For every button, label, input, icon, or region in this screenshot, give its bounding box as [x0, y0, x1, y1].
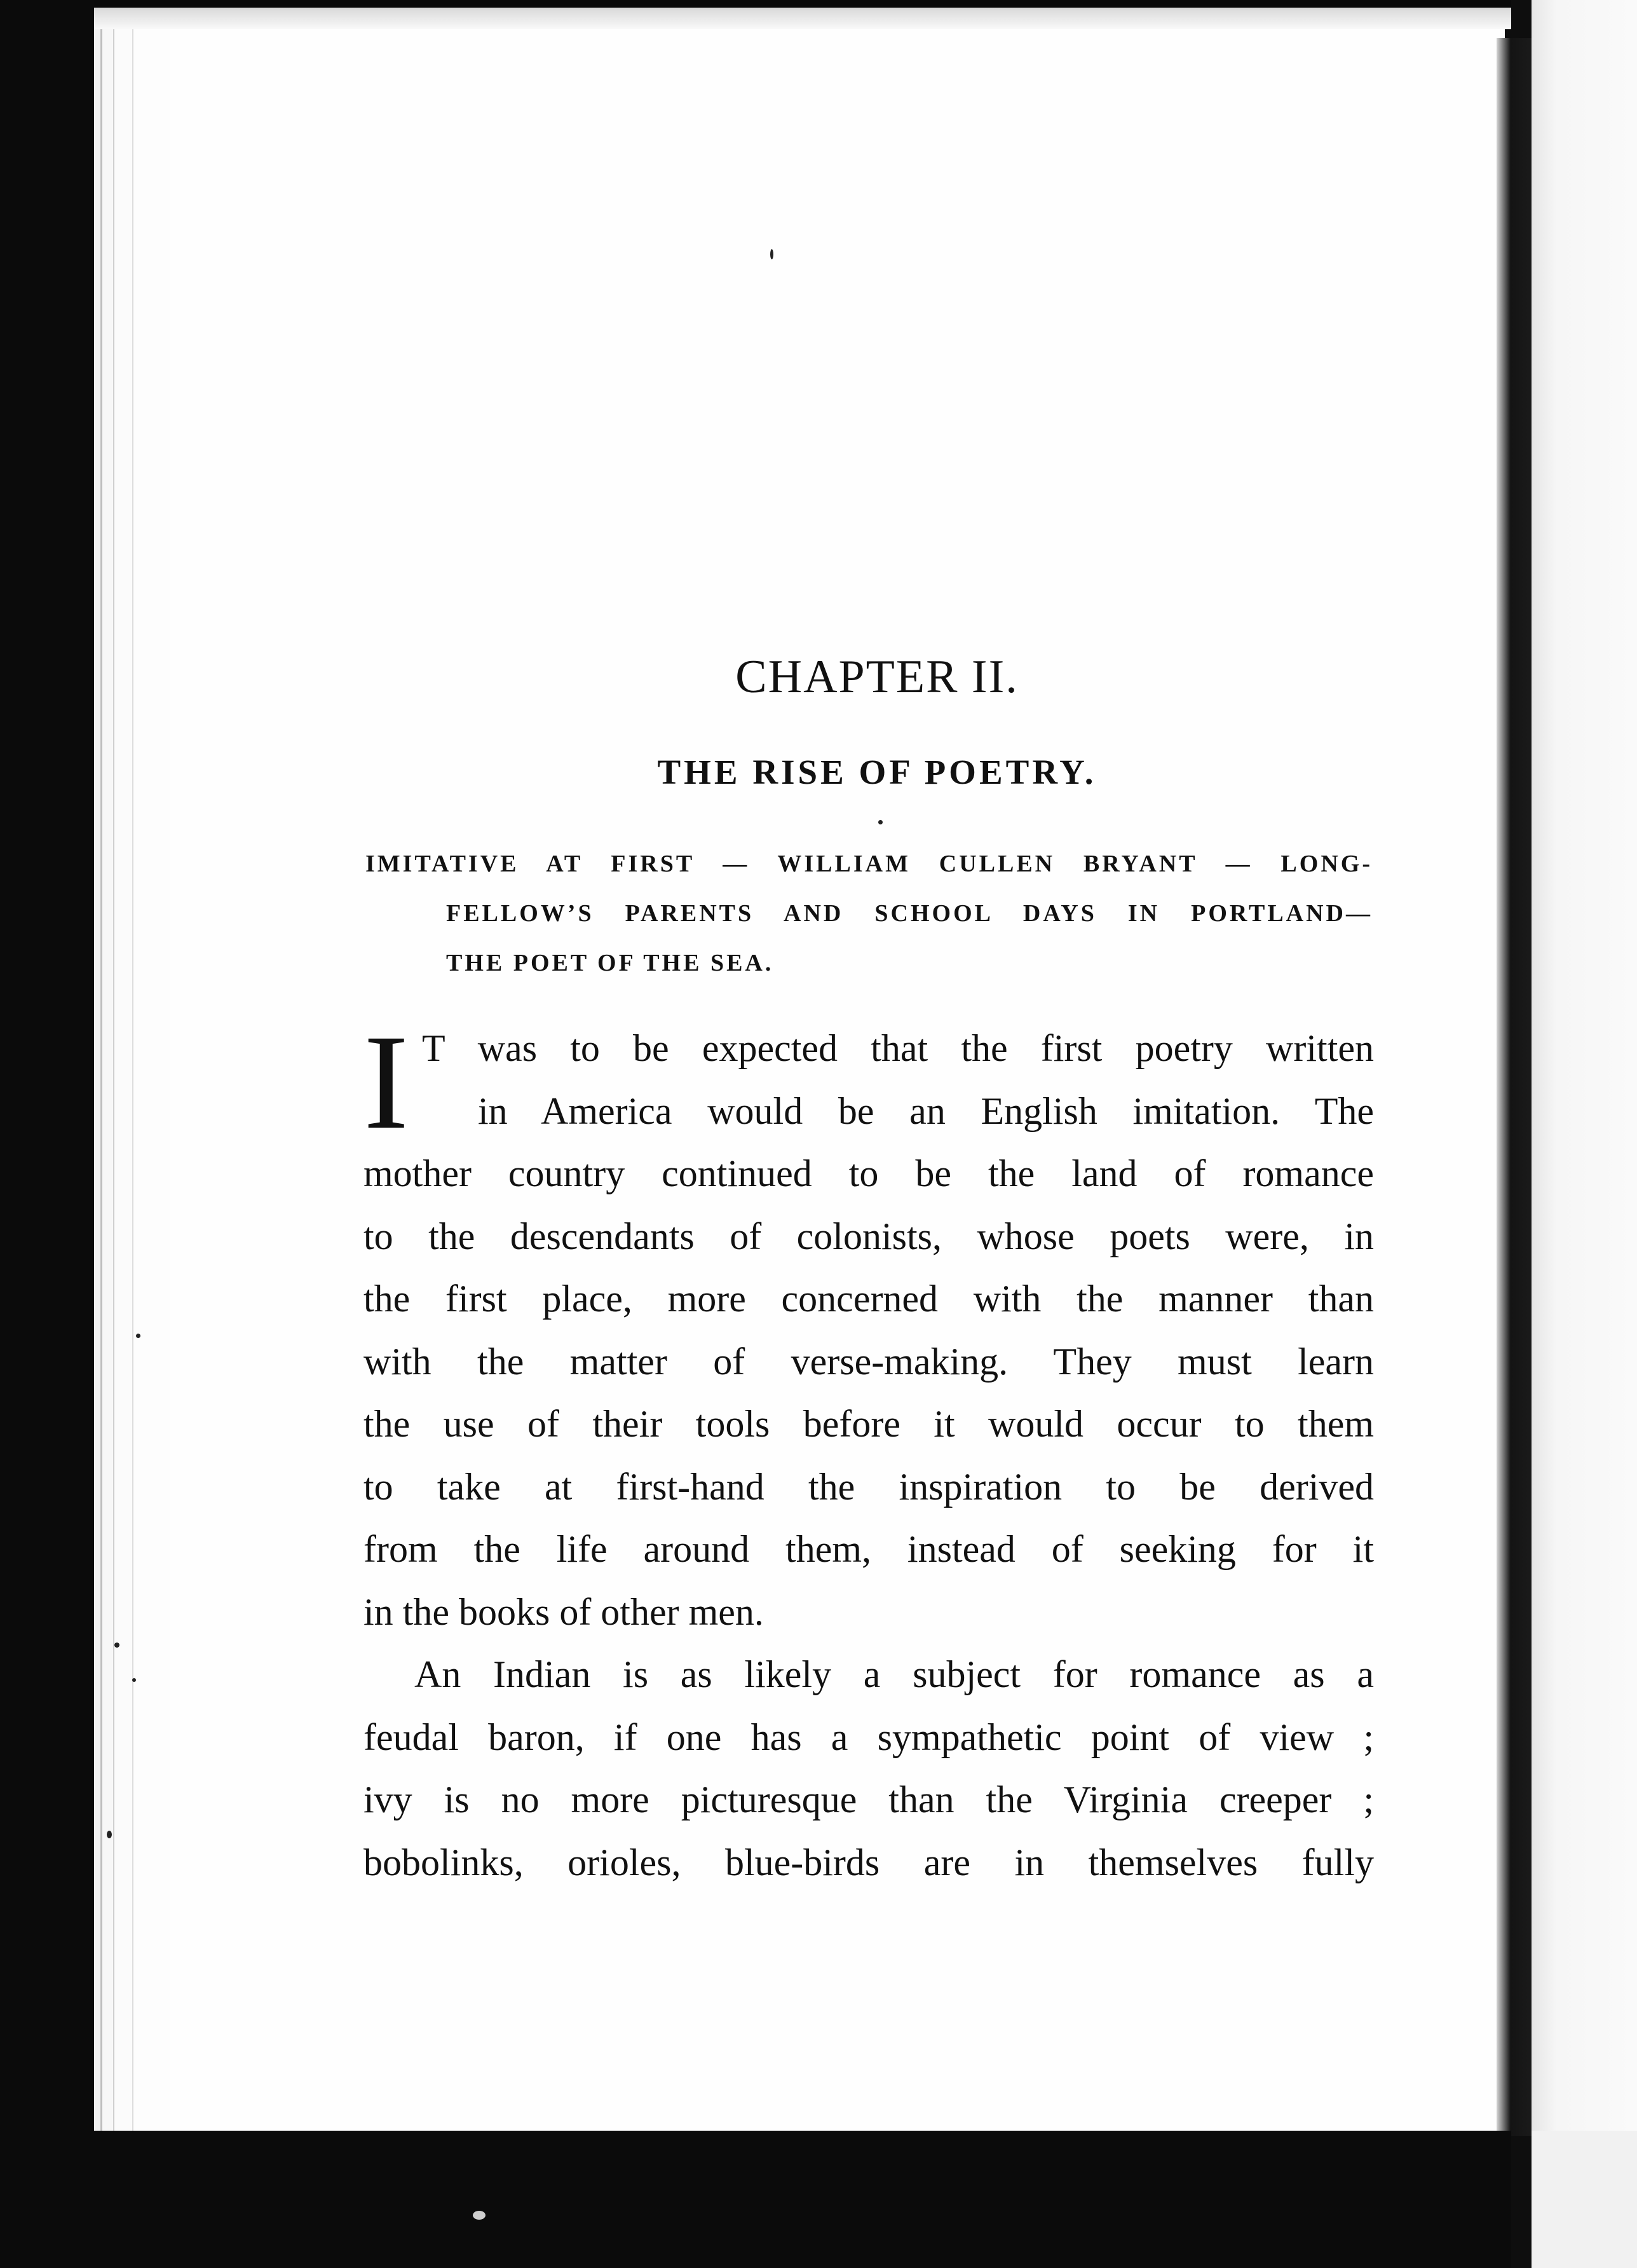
book-gutter-shadow [1497, 38, 1532, 2136]
text-line: feudal baron, if one has a sympathetic point of view ; [363, 1716, 1374, 1758]
scan-top-edge [94, 0, 1511, 29]
chapter-title: THE RISE OF POETRY. [657, 753, 1097, 791]
scan-left-margin [0, 0, 94, 2268]
summary-line: THE POET OF THE SEA. [446, 950, 774, 976]
scan-bottom-margin [94, 2131, 1511, 2268]
scan-speck [770, 249, 773, 259]
scan-speck [114, 1643, 119, 1648]
text-line: bobolinks, orioles, blue-birds are in themselves fully [363, 1841, 1374, 1883]
paragraph-2 [363, 1643, 1374, 1894]
summary-line: IMITATIVE AT FIRST — WILLIAM CULLEN BRYANT — LONG- [365, 850, 1373, 877]
chapter-number: CHAPTER II. [735, 651, 1019, 703]
text-line: to take at first-hand the inspiration to be derived [363, 1465, 1374, 1508]
facing-page-bottom [1532, 2131, 1637, 2268]
text-line: to the descendants of colonists, whose poets were, in [363, 1215, 1374, 1257]
scan-speck [136, 1334, 140, 1338]
text-line: with the matter of verse-making. They must learn [363, 1340, 1374, 1383]
text-line: in America would be an English imitation. The [478, 1090, 1374, 1132]
text-line: the use of their tools before it would occur to them [363, 1403, 1374, 1445]
scan-speck [878, 820, 883, 824]
scan-speck [473, 2211, 486, 2220]
drop-cap: I [363, 1007, 409, 1158]
facing-page-edge [1532, 0, 1637, 2268]
text-line: ivy is no more picturesque than the Virginia creeper ; [363, 1779, 1374, 1821]
chapter-summary [365, 839, 1382, 988]
text-line: An Indian is as likely a subject for romance as a [414, 1653, 1374, 1695]
scan-speck [132, 1678, 136, 1682]
page-edge-stack [94, 0, 170, 2268]
text-line: in the books of other men. [363, 1590, 764, 1633]
text-line: mother country continued to be the land of romance [363, 1152, 1374, 1194]
body-text [363, 1007, 1374, 1894]
summary-line: FELLOW’S PARENTS AND SCHOOL DAYS IN PORTLAND— [446, 900, 1373, 927]
paragraph-1 [363, 1007, 1374, 1643]
text-line: the first place, more concerned with the manner than [363, 1278, 1374, 1320]
scan-speck [107, 1831, 112, 1838]
text-line: T was to be expected that the first poetry written [422, 1027, 1374, 1069]
text-line: from the life around them, instead of seeking for it [363, 1528, 1374, 1570]
